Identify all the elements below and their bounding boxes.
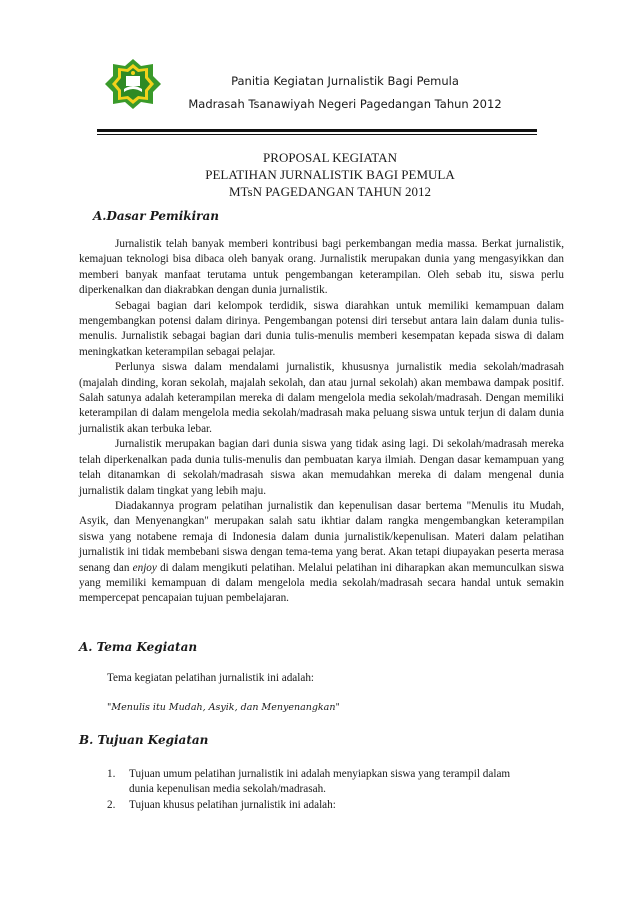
tema-quote: "Menulis itu Mudah, Asyik, dan Menyenangkan" [107,702,340,713]
section-tema-heading: A. Tema Kegiatan [79,640,198,654]
paragraph: Perlunya siswa dalam mendalami jurnalistik, khususnya jurnalistik media sekolah/madrasah (majalah dinding, koran sekolah, majalah sekolah, dan atau jurnal sekolah) akan membawa dampak positif. Salah satunya adalah keterampilan mereka di dalam mengelola media sekolah/madrasah. Dengan memiliki keterampilan di dalam mengelola media sekolah/madrasah maka peluang siswa untuk terjun di dalam dunia jurnalistik akan terbuka lebar. [79,361,564,435]
title-line-3: MTsN PAGEDANGAN TAHUN 2012 [228,184,432,199]
paragraph: Sebagai bagian dari kelompok terdidik, siswa diarahkan untuk memiliki kemampuan dalam mengembangkan potensi dalam dirinya. Pengembangan potensi diri tersebut antara lain dalam dunia tulis-menulis. Jurnalistik sebagai bagian dari dunia tulis-menulis memberi kesempatan kepada siswa di dalam meningkatkan keterampilan sebagai pelajar. [79,299,564,358]
letterhead [160,70,530,116]
tujuan-list [107,767,527,813]
section-dasar-pemikiran-heading: A.Dasar Pemikiran [93,209,219,223]
ministry-logo [104,58,162,110]
emphasis-enjoy: enjoy [132,561,157,574]
tema-intro: Tema kegiatan pelatihan jurnalistik ini adalah: [107,672,315,684]
letterhead-thin-rule [97,134,537,135]
section-dasar-pemikiran-body [79,237,564,607]
paragraph: Jurnalistik telah banyak memberi kontribusi bagi perkembangan media massa. Berkat jurnalistik, kemajuan teknologi bisa dibaca oleh banyak orang. Jurnalistik merupakan dunia yang mengasyikkan dan memberi banyak manfaat terutama untuk pengembangan keterampilan. Oleh sebab itu, siswa perlu diperkenalkan dan diakrabkan dengan dunia jurnalistik. [79,238,564,297]
section-tujuan-heading: B. Tujuan Kegiatan [79,733,209,747]
title-line-2: PELATIHAN JURNALISTIK BAGI PEMULA [205,167,455,182]
list-item [107,798,527,813]
committee-name: Panitia Kegiatan Jurnalistik Bagi Pemula [231,74,459,88]
list-text: Tujuan umum pelatihan jurnalistik ini adalah menyiapkan siswa yang terampil dalam dunia kepenulisan media sekolah/madrasah. [129,768,511,796]
school-name: Madrasah Tsanawiyah Negeri Pagedangan Tahun 2012 [188,97,502,111]
paragraph-text: di dalam mengikuti pelatihan. Melalui pelatihan ini diharapkan akan memunculkan siswa yang memiliki kemampuan di dalam mengelola media sekolah/madrasah secara handal untuk semakin mempercepat pencapaian tujuan pembelajaran. [79,561,564,605]
paragraph-text: Diadakannya program pelatihan jurnalistik dan kepenulisan dasar bertema "Menulis itu Mudah, Asyik, dan Menyenangkan" merupakan salah satu ikhtiar dalam rangka mengembangkan keterampilan siswa yang notabene remaja di Indonesia dalam dunia jurnalistik/kepenulisan. Materi dalam pelatihan jurnalistik ini tidak membebani siswa dengan tema-tema yang berat. Akan tetapi diupayakan peserta merasa senang dan [79,499,564,574]
list-number: 2. [107,798,116,811]
list-text: Tujuan khusus pelatihan jurnalistik ini adalah: [129,798,336,811]
document-title [100,149,560,200]
letterhead-thick-rule [97,129,537,132]
title-line-1: PROPOSAL KEGIATAN [263,150,397,165]
list-number: 1. [107,768,116,780]
paragraph: Jurnalistik merupakan bagian dari dunia siswa yang tidak asing lagi. Di sekolah/madrasah mereka telah diperkenalkan pada dunia tulis-menulis dan pembuatan karya ilmiah. Dengan dasar kemampuan yang telah ditanamkan di sekolah/madrasah siswa akan memudahkan mereka di dalam mengenal dunia jurnalistik dalam tingkat yang lebih maju. [79,438,564,497]
paragraph [79,499,564,607]
list-item [107,767,527,798]
